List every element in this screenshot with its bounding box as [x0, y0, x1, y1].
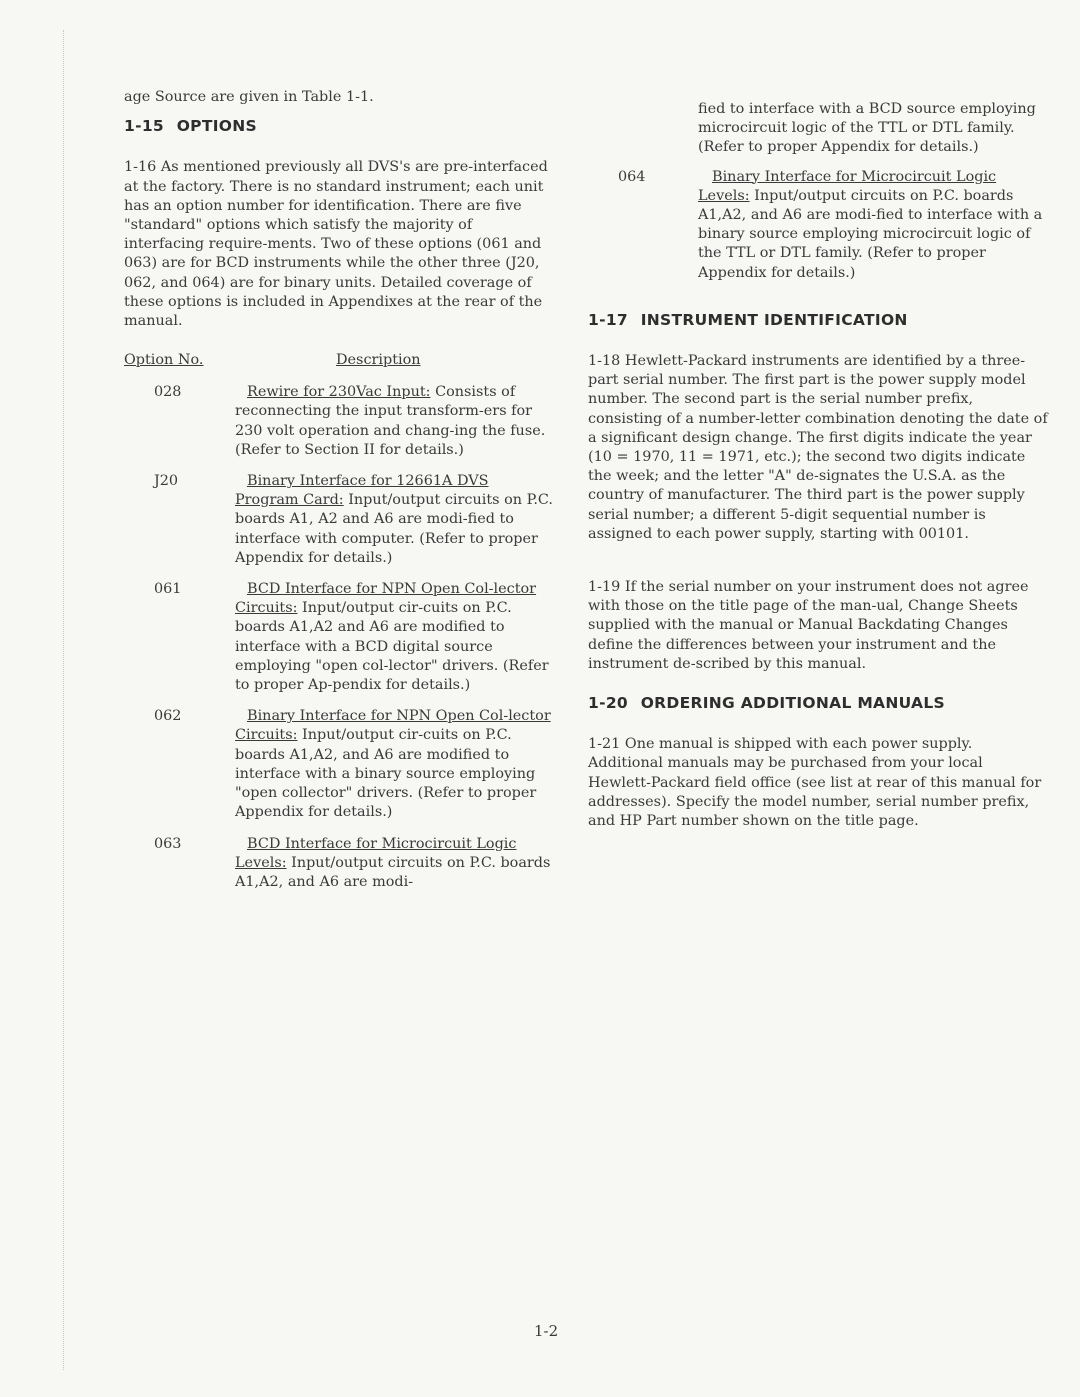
option-code: J20	[154, 473, 179, 490]
option-row	[124, 472, 554, 568]
section-title: ORDERING ADDITIONAL MANUALS	[640, 694, 945, 713]
option-code: 028	[154, 384, 182, 401]
binding-edge	[63, 30, 65, 1370]
right-column	[588, 100, 1048, 851]
option-title: Binary Interface for Microcircuit Logic Levels:	[698, 168, 997, 204]
option-title: BCD Interface for NPN Open Col-lector Circuits:	[235, 581, 537, 617]
section-number: 1-20	[588, 694, 628, 713]
option-row	[588, 168, 1048, 283]
description-header: Description	[336, 352, 421, 369]
section-number: 1-15	[124, 117, 164, 136]
paragraph-1-19: 1-19 If the serial number on your instrument does not agree with those on the title page of the man-ual, Change Sheets supplied with the manual or Manual Backdating Changes define the differences between your instrument and the instrument de-scribed by this manual.	[588, 579, 1029, 672]
section-heading-options	[124, 117, 554, 136]
section-title: OPTIONS	[176, 117, 257, 136]
option-description: Input/output cir-cuits on P.C. boards A1,A2 and A6 are modified to interface with a BCD digital source employing "open col-lector" drivers. (Refer to proper Ap-pendix for details.)	[235, 600, 549, 694]
paragraph-1-18: 1-18 Hewlett-Packard instruments are identified by a three-part serial number. The first part is the power supply model number. The second part is the serial number prefix, consisting of a number-letter combination denoting the date of a significant design change. The first digits indicate the year (10 = 1970, 11 = 1971, etc.); the second two digits indicate the week; and the letter "A" de-signates the U.S.A. as the country of manufacturer. The third part is the power supply serial number; a different 5-digit sequential number is assigned to each power supply, starting with 00101.	[588, 353, 1048, 542]
paragraph-1-16: 1-16 As mentioned previously all DVS's are pre-interfaced at the factory. There is no standard instrument; each unit has an option number for identification. There are five "standard" options which satisfy the majority of interfacing require-ments. Two of these options (061 and 063) are for BCD instruments while the other three (J20, 062, and 064) are for binary units. Detailed coverage of these options is included in Appendixes at the rear of the manual.	[124, 159, 548, 330]
section-heading-instrument-identification	[588, 311, 1048, 330]
section-heading-ordering-manuals	[588, 694, 1048, 713]
section-number: 1-17	[588, 310, 628, 329]
option-description: Input/output cir-cuits on P.C. boards A1,A2, and A6 are modified to interface with a binary source employing "open collector" drivers. (Refer to proper Appendix for details.)	[235, 727, 537, 821]
option-title: Binary Interface for 12661A DVS Program Card:	[235, 473, 489, 509]
option-code: 064	[618, 168, 646, 185]
option-title: BCD Interface for Microcircuit Logic Levels:	[235, 835, 517, 871]
option-title: Rewire for 230Vac Input:	[247, 384, 431, 401]
option-row	[124, 707, 554, 822]
options-table-header	[124, 351, 554, 377]
option-description: Input/output circuits on P.C. boards A1,A2, and A6 are modi-	[235, 854, 551, 890]
option-description: Input/output circuits on P.C. boards A1, A2 and A6 are modi-fied to interface with computer. (Refer to proper Appendix for details.)	[235, 492, 553, 566]
option-title: Binary Interface for NPN Open Col-lector Circuits:	[235, 708, 551, 744]
option-code: 061	[154, 581, 182, 598]
intro-text: age Source are given in Table 1-1.	[124, 89, 374, 105]
paragraph-1-21: 1-21 One manual is shipped with each power supply. Additional manuals may be purchased from your local Hewlett-Packard field office (see list at rear of this manual for addresses). Specify the model number, serial number prefix, and HP Part number shown on the title page.	[588, 736, 1042, 830]
option-row	[124, 835, 554, 893]
section-title: INSTRUMENT IDENTIFICATION	[640, 310, 908, 329]
option-code: 062	[154, 708, 182, 725]
option-number-header: Option No.	[124, 352, 204, 369]
continued-text: fied to interface with a BCD source employing microcircuit logic of the TTL or DTL family. (Refer to proper Appendix for details.)	[698, 101, 1036, 156]
option-description: Input/output circuits on P.C. boards A1,A2, and A6 are modi-fied to interface with a binary source employing microcircuit logic of the TTL or DTL family. (Refer to proper Appendix for details.)	[698, 187, 1043, 281]
option-row	[124, 383, 554, 460]
option-code: 063	[154, 835, 182, 852]
option-description: Consists of reconnecting the input transform-ers for 230 volt operation and chang-ing the fuse. (Refer to Section II for details.)	[235, 384, 546, 458]
page-number: 1-2	[534, 1322, 559, 1340]
option-row	[124, 580, 554, 695]
left-column	[124, 88, 554, 904]
